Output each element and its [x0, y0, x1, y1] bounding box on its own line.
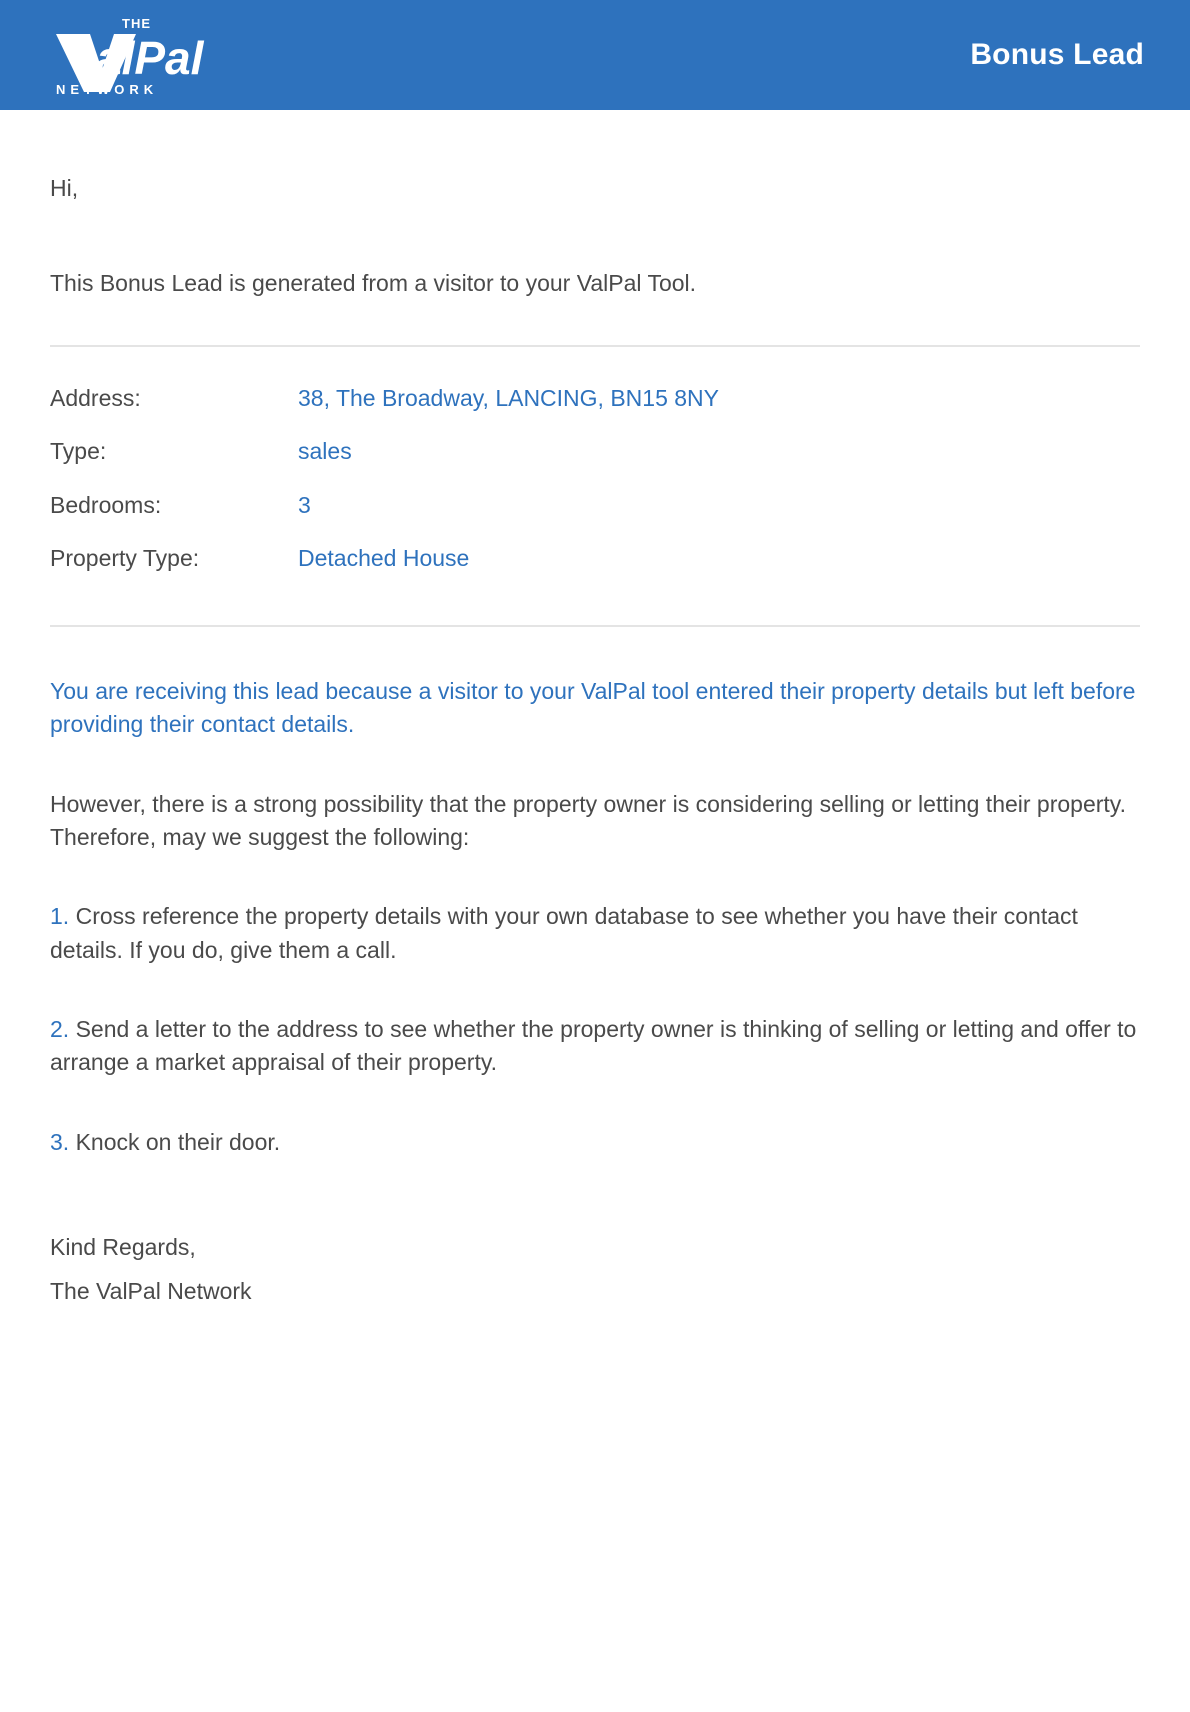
svg-text:THE: THE [122, 16, 151, 31]
list-item [50, 1013, 1140, 1080]
greeting-text: Hi, [50, 175, 79, 201]
detail-label-type: Type: [50, 438, 107, 465]
step-number-3: 3. [50, 1128, 70, 1155]
step-text-2: Send a letter to the address to see whether the property owner is thinking of selling or letting and offer to arrange a market appraisal of their property. [50, 1016, 1137, 1076]
email-header [0, 0, 1190, 110]
divider-bottom [50, 625, 1140, 627]
list-item [50, 900, 1140, 967]
detail-value-bedrooms: 3 [298, 491, 311, 518]
table-row [50, 545, 1140, 599]
step-text-1: Cross reference the property details with your own database to see whether you have their contact details. If you do, give them a call. [50, 903, 1078, 963]
signoff [50, 1231, 1140, 1308]
valpal-logo [50, 12, 230, 98]
step-number-1: 1. [50, 903, 70, 930]
list-item [50, 1126, 1140, 1159]
svg-text:NETWORK: NETWORK [56, 82, 159, 97]
email-body [0, 172, 1190, 1398]
detail-label-property-type: Property Type: [50, 545, 200, 572]
detail-value-address: 38, The Broadway, LANCING, BN15 8NY [298, 384, 720, 411]
detail-label-address: Address: [50, 384, 141, 411]
explanation-text: However, there is a strong possibility that the property owner is considering selling or letting their property. Therefore, may we suggest the following: [50, 790, 1126, 851]
table-row [50, 385, 1140, 439]
footer-spacer [50, 1308, 1140, 1398]
detail-value-property-type: Detached House [298, 545, 470, 572]
signoff-line-1: Kind Regards, [50, 1234, 196, 1261]
intro-text: This Bonus Lead is generated from a visitor to your ValPal Tool. [50, 270, 697, 297]
detail-label-bedrooms: Bedrooms: [50, 491, 162, 518]
highlight-text: You are receiving this lead because a visitor to your ValPal tool entered their property details but left before providing their contact details. [50, 678, 1136, 738]
divider-top [50, 345, 1140, 347]
signoff-line-2: The ValPal Network [50, 1277, 252, 1304]
valpal-logo-icon [50, 12, 230, 98]
step-number-2: 2. [50, 1016, 70, 1043]
detail-value-type: sales [298, 438, 352, 465]
svg-text:alPal: alPal [96, 32, 204, 84]
lead-details-table [50, 385, 1140, 599]
table-row [50, 438, 1140, 492]
step-text-3: Knock on their door. [75, 1128, 281, 1155]
table-row [50, 492, 1140, 546]
header-title: Bonus Lead [970, 38, 1144, 71]
